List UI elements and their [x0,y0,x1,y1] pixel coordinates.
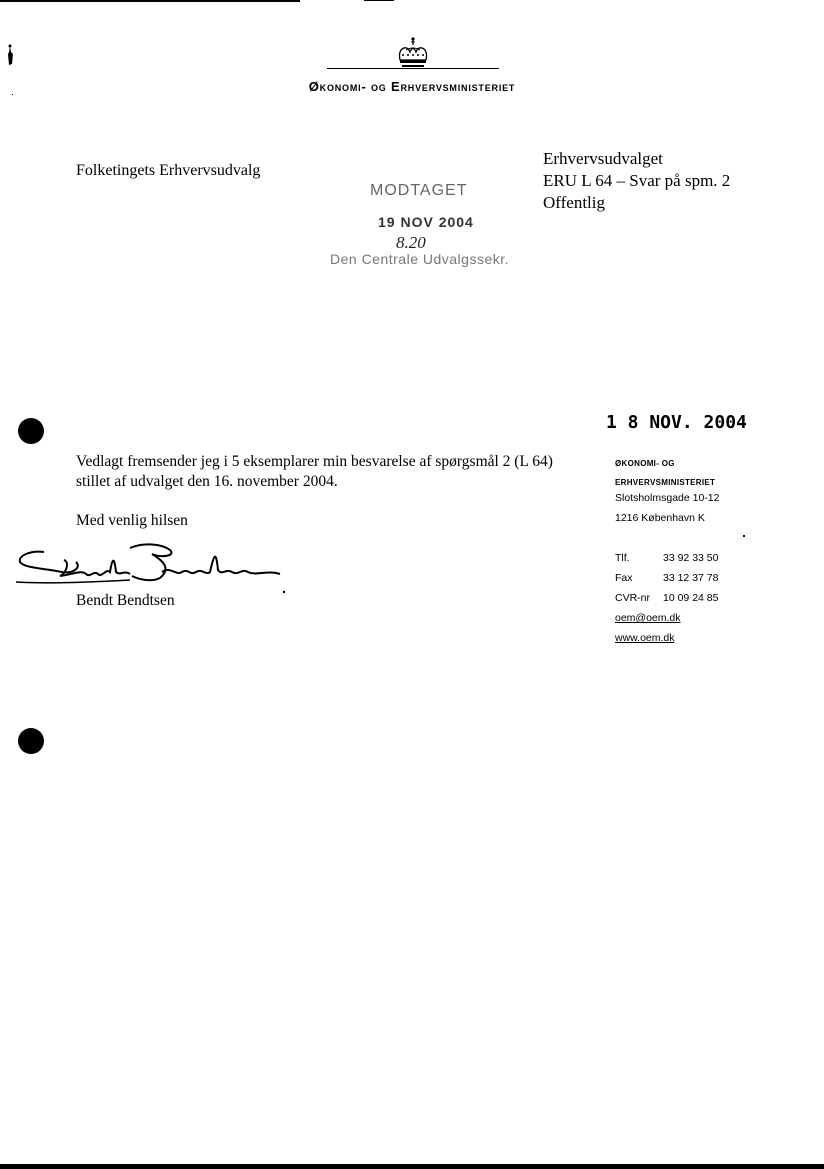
letter-date: 1 8 NOV. 2004 [606,412,747,433]
signer-name: Bendt Bendtsen [76,592,175,609]
punch-hole [18,418,44,444]
fax-number: 33 12 37 78 [663,572,719,584]
phone-number: 33 92 33 50 [663,552,719,564]
committee-name: Erhvervsudvalget [543,149,663,168]
contact-email-row [615,608,719,628]
email-link[interactable]: oem@oem.dk [615,612,681,624]
received-stamp-date: 19 NOV 2004 [378,214,474,230]
received-stamp-label: MODTAGET [370,182,468,199]
contact-fax-row [615,568,719,588]
case-reference [543,148,730,214]
phone-label: Tlf. [615,552,630,564]
received-stamp-office: Den Centrale Udvalgssekr. [330,251,510,267]
case-number: ERU L 64 – Svar på spm. 2 [543,171,731,190]
scan-edge-bottom [0,1164,824,1169]
contact-street: Slotsholmsgade 10-12 [615,492,720,504]
header-rule [327,68,499,69]
scan-speck [12,94,13,95]
cvr-number: 10 09 24 85 [663,592,719,604]
scan-edge-top [0,0,300,2]
contact-cvr-row [615,588,719,608]
royal-crown-icon [380,36,446,72]
closing-greeting: Med venlig hilsen [76,512,188,529]
ministry-name: Økonomi- og Erhvervsministeriet [308,79,516,94]
scan-edge-top-fragment [364,0,394,1]
contact-city: 1216 København K [615,512,705,524]
classification: Offentlig [543,193,606,212]
handwritten-signature [12,540,292,596]
contact-block [615,458,719,648]
contact-phone-row [615,548,719,568]
cvr-label: CVR-nr [615,592,651,604]
fax-label: Fax [615,572,633,584]
contact-spacer [615,528,719,548]
web-link[interactable]: www.oem.dk [615,632,675,644]
contact-org-line2: ERHVERVSMINISTERIET [615,478,716,487]
letter-body: Vedlagt fremsender jeg i 5 eksemplarer min besvarelse af spørgsmål 2 (L 64) stillet af udvalget den 16. november 2004. [76,453,553,490]
contact-web-row [615,628,719,648]
contact-org-line1: ØKONOMI- OG [615,459,675,468]
received-stamp-handwritten: 8.20 [396,233,426,252]
punch-hole [18,728,44,754]
margin-mark [5,44,15,66]
recipient: Folketingets Erhvervsudvalg [76,162,261,179]
scan-speck [743,535,745,537]
